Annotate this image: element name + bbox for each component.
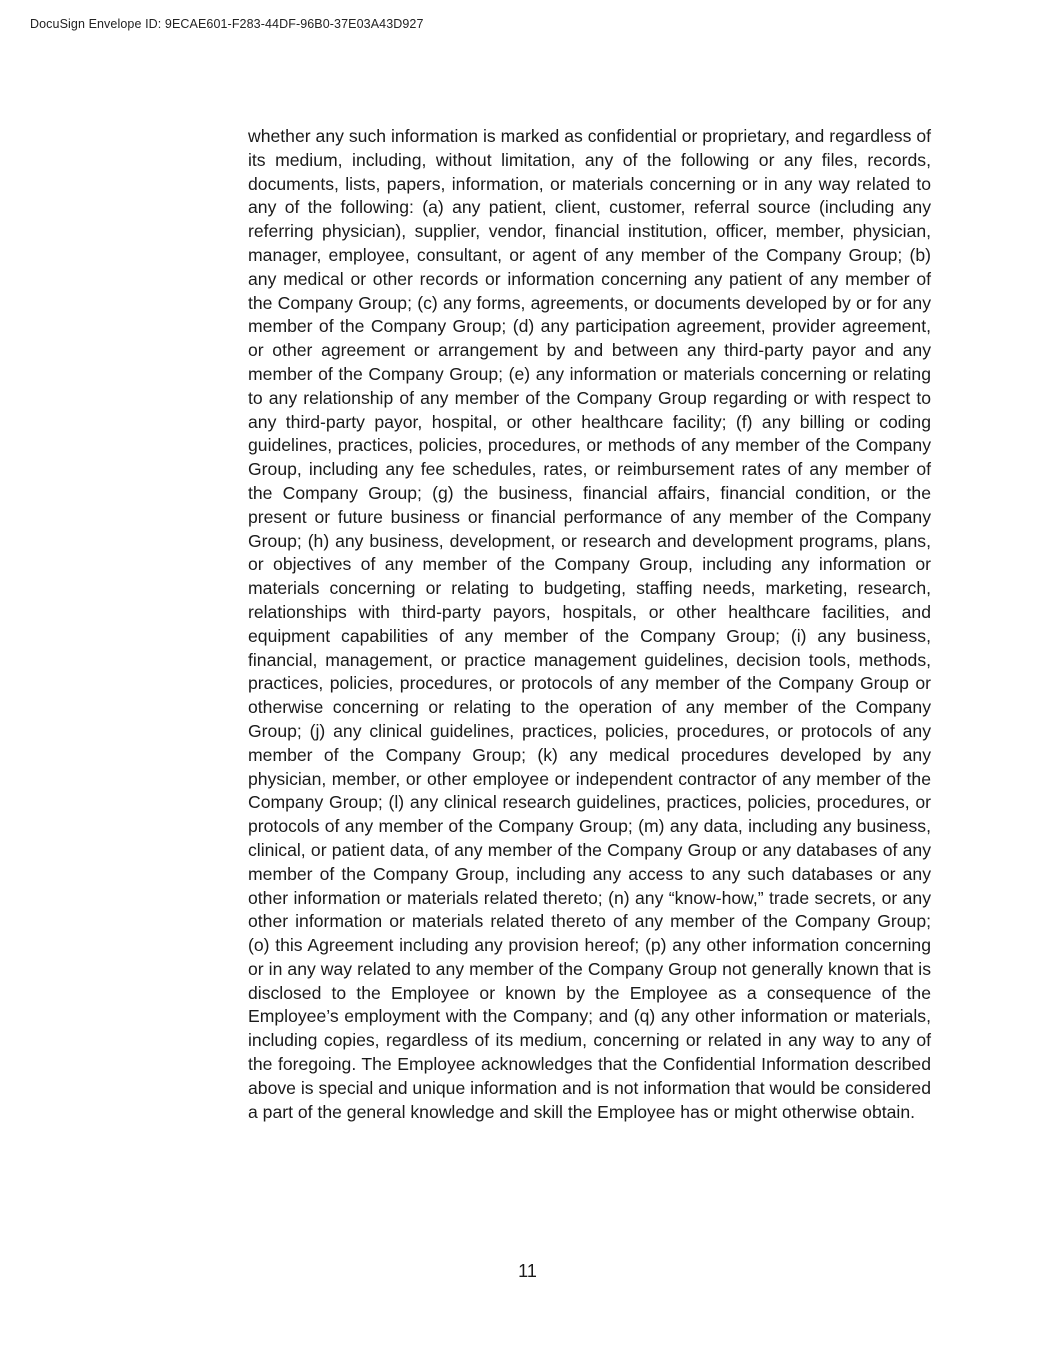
docusign-envelope-id: DocuSign Envelope ID: 9ECAE601-F283-44DF-96B0-37E03A43D927 <box>30 17 424 31</box>
page-number: 11 <box>518 1261 537 1281</box>
agreement-paragraph: whether any such information is marked as confidential or proprietary, and regardless of its medium, including, without limitation, any of the following or any files, records, documents, lists, papers, information, or materials concerning or in any way related to any of the following: (a) any patient, client, customer, referral source (including any referring physician), supplier, vendor, financial institution, officer, member, physician, manager, employee, consultant, or agent of any member of the Company Group; (b) any medical or other records or information concerning any patient of any member of the Company Group; (c) any forms, agreements, or documents developed by or for any member of the Company Group; (d) any participation agreement, provider agreement, or other agreement or arrangement by and between any third-party payor and any member of the Company Group; (e) any information or materials concerning or relating to any relationship of any member of the Company Group regarding or with respect to any third-party payor, hospital, or other healthcare facility; (f) any billing or coding guidelines, practices, policies, procedures, or methods of any member of the Company Group, including any fee schedules, rates, or reimbursement rates of any member of the Company Group; (g) the business, financial affairs, financial condition, or the present or future business or financial performance of any member of the Company Group; (h) any business, development, or research and development programs, plans, or objectives of any member of the Company Group, including any information or materials concerning or relating to budgeting, staffing needs, marketing, research, relationships with third-party payors, hospitals, or other healthcare facilities, and equipment capabilities of any member of the Company Group; (i) any business, financial, management, or practice management guidelines, decision tools, methods, practices, policies, procedures, or protocols of any member of the Company Group or otherwise concerning or relating to the operation of any member of the Company Group; (j) any clinical guidelines, practices, policies, procedures, or protocols of any member of the Company Group; (k) any medical procedures developed by any physician, member, or other employee or independent contractor of any member of the Company Group; (l) any clinical research guidelines, practices, policies, procedures, or protocols of any member of the Company Group; (m) any data, including any business, clinical, or patient data, of any member of the Company Group or any databases of any member of the Company Group, including any access to any such databases or any other information or materials related thereto; (n) any “know-how,” trade secrets, or any other information or materials related thereto of any member of the Company Group; (o) this Agreement including any provision hereof; (p) any other information concerning or in any way related to any member of the Company Group not generally known that is disclosed to the Employee or known by the Employee as a consequence of the Employee’s employment with the Company; and (q) any other information or materials, including copies, regardless of its medium, concerning or related in any way to any of the foregoing. The Employee acknowledges that the Confidential Information described above is special and unique information and is not information that would be considered a part of the general knowledge and skill the Employee has or might otherwise obtain. <box>248 126 931 1122</box>
